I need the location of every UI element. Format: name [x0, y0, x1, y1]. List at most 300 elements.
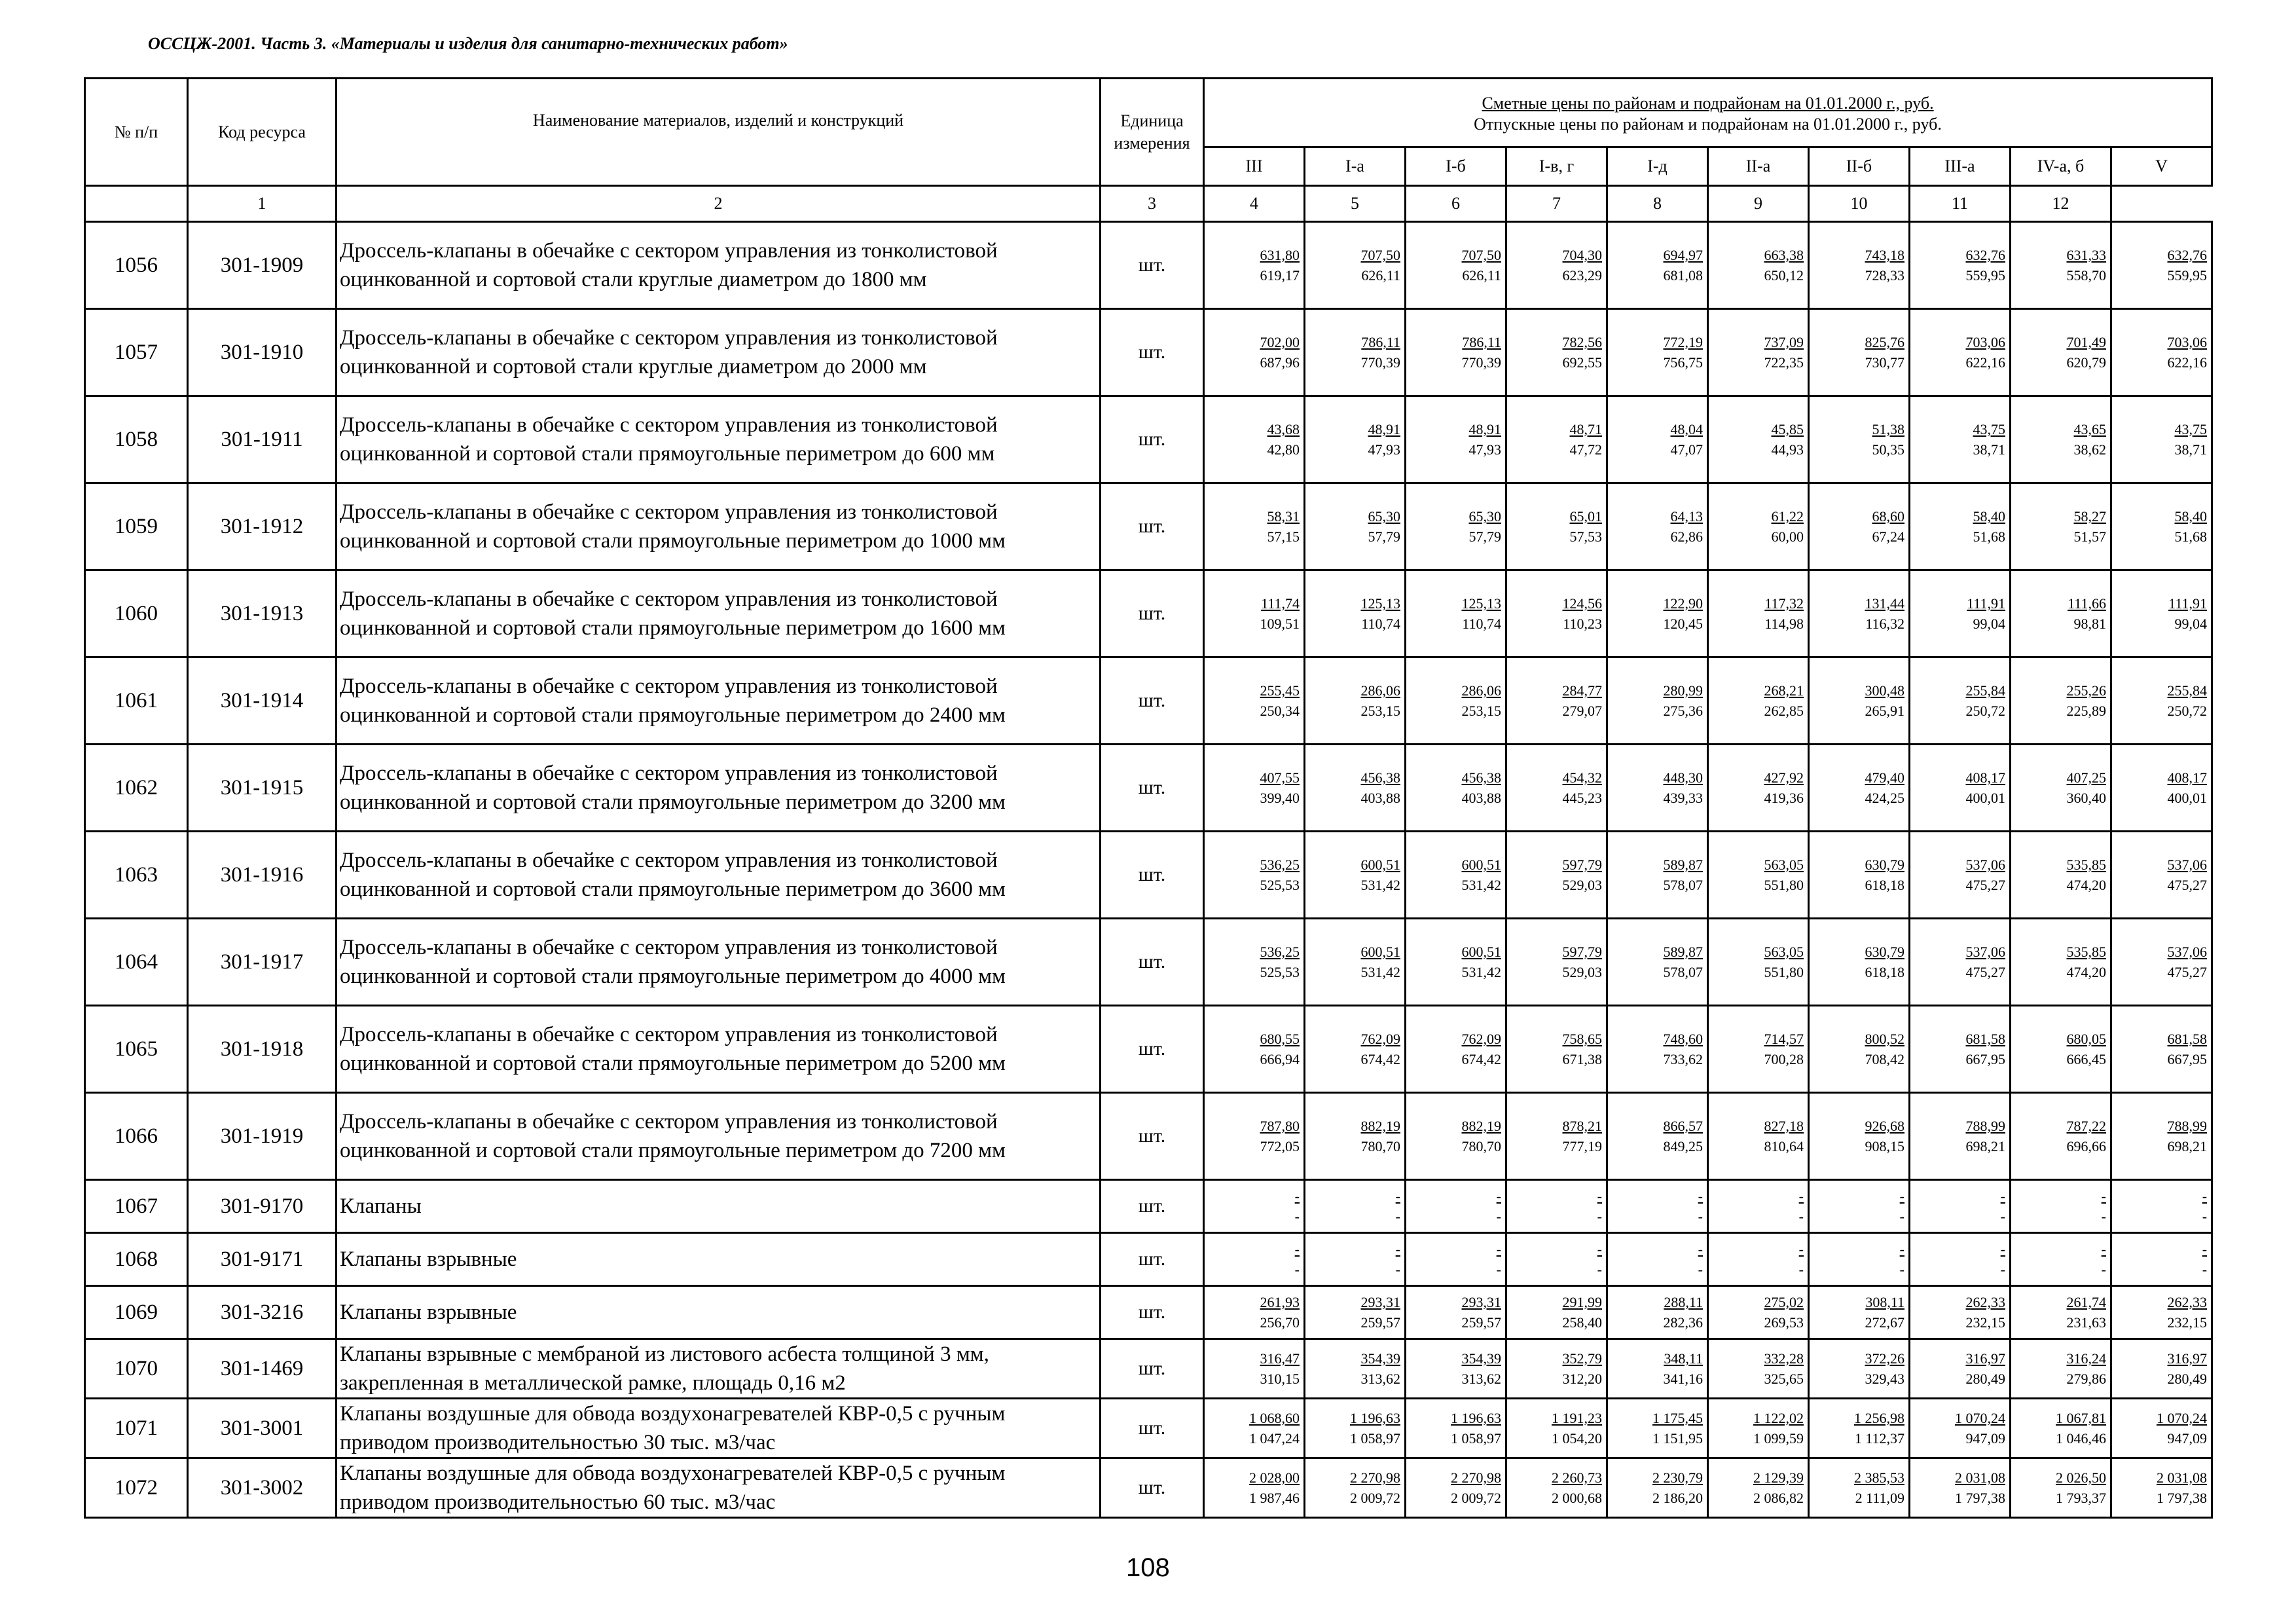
price-cell: [2111, 919, 2212, 1006]
item-name-line-2: оцинкованной и сортовой стали прямоугольные периметром до 5200 мм: [340, 1052, 1006, 1075]
price-cell: [1305, 483, 1406, 570]
price-cell: [1910, 832, 2011, 919]
price-cell: [2011, 657, 2111, 745]
release-price: 578,07: [1663, 877, 1703, 893]
release-price: 258,40: [1562, 1314, 1602, 1331]
item-name-line-1: Клапаны воздушные для обвода воздухонагревателей КВР-0,5 с ручным: [340, 1462, 1006, 1485]
header-column-number: 3: [1101, 186, 1204, 222]
price-cell: [1809, 919, 1910, 1006]
estimate-price: 1 070,24: [2157, 1410, 2208, 1426]
header-region: II-б: [1809, 147, 1910, 186]
price-cell: [1708, 832, 1809, 919]
estimate-price: -: [2000, 1241, 2005, 1257]
price-cell: [2111, 1006, 2212, 1093]
price-cell: [1305, 745, 1406, 832]
header-region: IV-a, б: [2011, 147, 2111, 186]
price-cell: [1607, 222, 1708, 309]
estimate-price: 882,19: [1461, 1118, 1501, 1134]
release-price: 1 151,95: [1652, 1430, 1703, 1447]
price-cell: [1406, 1286, 1506, 1339]
price-cell: [2011, 396, 2111, 483]
release-price: 531,42: [1461, 877, 1501, 893]
estimate-price: 800,52: [1865, 1031, 1904, 1047]
release-price: 1 099,59: [1753, 1430, 1804, 1447]
release-price: 1 987,46: [1249, 1490, 1300, 1506]
item-name-line-2: оцинкованной и сортовой стали прямоугольные периметром до 2400 мм: [340, 703, 1006, 727]
price-cell: [1809, 1286, 1910, 1339]
item-name-line-2: оцинкованной и сортовой стали прямоугольные периметром до 1000 мм: [340, 529, 1006, 553]
price-cell: [1809, 1233, 1910, 1286]
resource-code: 301-1911: [188, 396, 337, 483]
unit-of-measure: шт.: [1101, 1233, 1204, 1286]
estimate-price: -: [2101, 1188, 2106, 1204]
row-number: 1072: [85, 1458, 188, 1518]
resource-code: 301-1917: [188, 919, 337, 1006]
item-name-line-1: Дроссель-клапаны в обечайке с сектором управления из тонколистовой: [340, 762, 998, 785]
price-cell: [1204, 222, 1305, 309]
estimate-price: 707,50: [1360, 247, 1400, 263]
estimate-price: 131,44: [1865, 595, 1904, 612]
item-name-line-1: Клапаны воздушные для обвода воздухонагревателей КВР-0,5 с ручным: [340, 1402, 1006, 1426]
release-price: 38,62: [2073, 441, 2106, 458]
release-price: 666,94: [1260, 1051, 1300, 1067]
price-cell: [1305, 1286, 1406, 1339]
estimate-price: 589,87: [1663, 857, 1703, 873]
price-cell: [1406, 1458, 1506, 1518]
estimate-price: 600,51: [1360, 857, 1400, 873]
header-prices-top: Сметные цены по районам и подрайонам на 01.01.2000 г., руб.: [1482, 94, 1934, 113]
price-cell: [2011, 222, 2111, 309]
price-cell: [1506, 919, 1607, 1006]
release-price: 772,05: [1260, 1138, 1300, 1154]
price-cell: [1506, 309, 1607, 396]
estimate-price: -: [1798, 1188, 1804, 1204]
price-cell: [2011, 1006, 2111, 1093]
estimate-price: 600,51: [1461, 944, 1501, 960]
header-name: Наименование материалов, изделий и конструкций: [337, 79, 1101, 186]
release-price: 708,42: [1865, 1051, 1904, 1067]
estimate-price: 704,30: [1562, 247, 1602, 263]
price-cell: [1204, 1233, 1305, 1286]
price-cell: [1204, 570, 1305, 657]
estimate-price: 600,51: [1360, 944, 1400, 960]
resource-code: 301-1909: [188, 222, 337, 309]
unit-of-measure: шт.: [1101, 309, 1204, 396]
estimate-price: 125,13: [1461, 595, 1501, 612]
estimate-price: 762,09: [1360, 1031, 1400, 1047]
price-cell: [2011, 1399, 2111, 1458]
resource-code: 301-9171: [188, 1233, 337, 1286]
price-cell: [2111, 1093, 2212, 1180]
item-name-line-1: Дроссель-клапаны в обечайке с сектором управления из тонколистовой: [340, 849, 998, 872]
price-cell: [1708, 483, 1809, 570]
price-cell: [1708, 1093, 1809, 1180]
estimate-price: 61,22: [1771, 508, 1804, 525]
price-cell: [1607, 483, 1708, 570]
table-row: [85, 1006, 2212, 1093]
price-cell: [1506, 1399, 1607, 1458]
price-cell: [2111, 1180, 2212, 1233]
price-cell: [1305, 570, 1406, 657]
price-cell: [1204, 745, 1305, 832]
item-name: [337, 919, 1101, 1006]
release-price: 777,19: [1562, 1138, 1602, 1154]
item-name-line-2: закрепленная в металлической рамке, площадь 0,16 м2: [340, 1371, 846, 1395]
item-name: [337, 1233, 1101, 1286]
unit-of-measure: шт.: [1101, 1286, 1204, 1339]
item-name-line-1: Дроссель-клапаны в обечайке с сектором управления из тонколистовой: [340, 239, 998, 263]
price-cell: [1910, 1093, 2011, 1180]
price-cell: [1607, 745, 1708, 832]
table-row: [85, 919, 2212, 1006]
header-unit: Единица измерения: [1101, 79, 1204, 186]
release-price: 282,36: [1663, 1314, 1703, 1331]
release-price: -: [2101, 1261, 2106, 1278]
release-price: 403,88: [1461, 790, 1501, 806]
estimate-price: 43,65: [2073, 421, 2106, 437]
release-price: 259,57: [1461, 1314, 1501, 1331]
header-column-number: 1: [188, 186, 337, 222]
price-cell: [1607, 1458, 1708, 1518]
release-price: 698,21: [1965, 1138, 2005, 1154]
price-cell: [1708, 1458, 1809, 1518]
release-price: -: [1496, 1208, 1501, 1225]
release-price: 622,16: [2167, 354, 2208, 371]
estimate-price: 707,50: [1461, 247, 1501, 263]
table-row: [85, 745, 2212, 832]
resource-code: 301-1914: [188, 657, 337, 745]
estimate-price: 48,71: [1569, 421, 1602, 437]
price-cell: [1809, 657, 1910, 745]
unit-of-measure: шт.: [1101, 1093, 1204, 1180]
estimate-price: 600,51: [1461, 857, 1501, 873]
header-code: Код ресурса: [188, 79, 337, 186]
estimate-price: -: [2202, 1188, 2208, 1204]
item-name-line-1: Клапаны взрывные с мембраной из листового асбеста толщиной 3 мм,: [340, 1342, 989, 1366]
release-price: 475,27: [1965, 964, 2005, 980]
price-cell: [2011, 1180, 2111, 1233]
release-price: 57,15: [1267, 528, 1300, 545]
release-price: 272,67: [1865, 1314, 1904, 1331]
price-cell: [1204, 1458, 1305, 1518]
release-price: 730,77: [1865, 354, 1904, 371]
release-price: 98,81: [2073, 616, 2106, 632]
release-price: 47,72: [1569, 441, 1602, 458]
price-cell: [2111, 1286, 2212, 1339]
release-price: -: [2101, 1208, 2106, 1225]
estimate-price: 407,25: [2066, 769, 2106, 786]
release-price: 770,39: [1461, 354, 1501, 371]
price-cell: [1708, 919, 1809, 1006]
price-cell: [1809, 222, 1910, 309]
release-price: 1 058,97: [1350, 1430, 1400, 1447]
resource-code: 301-1913: [188, 570, 337, 657]
release-price: 312,20: [1562, 1371, 1602, 1387]
estimate-price: 300,48: [1865, 682, 1904, 699]
estimate-price: 537,06: [2167, 857, 2208, 873]
row-number: 1071: [85, 1399, 188, 1458]
estimate-price: -: [2202, 1241, 2208, 1257]
estimate-price: 261,93: [1260, 1294, 1300, 1310]
estimate-price: 58,40: [2174, 508, 2208, 525]
release-price: -: [2202, 1261, 2208, 1278]
release-price: 947,09: [1965, 1430, 2005, 1447]
item-name: [337, 1286, 1101, 1339]
estimate-price: 827,18: [1764, 1118, 1804, 1134]
release-price: 110,23: [1563, 616, 1602, 632]
header-region: III: [1204, 147, 1305, 186]
release-price: 559,95: [2167, 267, 2208, 284]
price-cell: [1204, 1180, 1305, 1233]
price-cell: [1607, 309, 1708, 396]
header-column-number: 12: [2011, 186, 2111, 222]
price-cell: [1910, 1180, 2011, 1233]
release-price: 47,93: [1468, 441, 1501, 458]
estimate-price: 64,13: [1670, 508, 1703, 525]
table-row: [85, 1093, 2212, 1180]
release-price: 57,79: [1368, 528, 1400, 545]
price-cell: [2011, 1458, 2111, 1518]
release-price: -: [1597, 1208, 1602, 1225]
estimate-price: -: [1698, 1241, 1703, 1257]
estimate-price: 43,75: [1973, 421, 2005, 437]
price-cell: [2111, 309, 2212, 396]
release-price: 439,33: [1663, 790, 1703, 806]
price-cell: [1204, 1093, 1305, 1180]
estimate-price: 2 026,50: [2056, 1469, 2106, 1486]
price-cell: [1809, 1006, 1910, 1093]
estimate-price: -: [1294, 1241, 1300, 1257]
price-cell: [1406, 483, 1506, 570]
price-cell: [1809, 483, 1910, 570]
price-cell: [1910, 396, 2011, 483]
estimate-price: 2 129,39: [1753, 1469, 1804, 1486]
estimate-price: 352,79: [1562, 1350, 1602, 1367]
estimate-price: 448,30: [1663, 769, 1703, 786]
item-name-line-2: приводом производительностью 30 тыс. м3/час: [340, 1431, 776, 1454]
price-cell: [1305, 919, 1406, 1006]
header-region: I-в, г: [1506, 147, 1607, 186]
unit-of-measure: шт.: [1101, 570, 1204, 657]
item-name-line-2: оцинкованной и сортовой стали прямоугольные периметром до 3600 мм: [340, 877, 1006, 901]
price-cell: [2111, 832, 2212, 919]
header-column-number: 5: [1305, 186, 1406, 222]
estimate-price: 48,91: [1468, 421, 1501, 437]
price-cell: [1910, 1286, 2011, 1339]
estimate-price: 630,79: [1865, 857, 1904, 873]
estimate-price: 308,11: [1865, 1294, 1904, 1310]
release-price: 51,57: [2073, 528, 2106, 545]
release-price: 622,16: [1965, 354, 2005, 371]
release-price: 424,25: [1865, 790, 1904, 806]
release-price: 253,15: [1360, 703, 1400, 719]
price-cell: [1204, 483, 1305, 570]
item-name-line-1: Клапаны взрывные: [340, 1247, 517, 1271]
estimate-price: 681,58: [1965, 1031, 2005, 1047]
release-price: -: [1496, 1261, 1501, 1278]
estimate-price: 2 260,73: [1552, 1469, 1602, 1486]
release-price: 650,12: [1764, 267, 1804, 284]
release-price: 2 086,82: [1753, 1490, 1804, 1506]
price-cell: [1910, 483, 2011, 570]
estimate-price: 122,90: [1663, 595, 1703, 612]
header-column-number: 7: [1506, 186, 1607, 222]
price-cell: [1607, 832, 1708, 919]
table-row: [85, 1286, 2212, 1339]
release-price: 109,51: [1260, 616, 1300, 632]
price-cell: [1506, 483, 1607, 570]
release-price: -: [1798, 1261, 1804, 1278]
release-price: 475,27: [2167, 877, 2208, 893]
item-name-line-2: оцинкованной и сортовой стали прямоугольные периметром до 4000 мм: [340, 965, 1006, 988]
estimate-price: 680,05: [2066, 1031, 2106, 1047]
resource-code: 301-1916: [188, 832, 337, 919]
release-price: 578,07: [1663, 964, 1703, 980]
table-row: [85, 483, 2212, 570]
table-row: [85, 1233, 2212, 1286]
row-number: 1064: [85, 919, 188, 1006]
estimate-price: 786,11: [1361, 334, 1400, 350]
price-cell: [2011, 832, 2111, 919]
release-price: 667,95: [2167, 1051, 2208, 1067]
estimate-price: 762,09: [1461, 1031, 1501, 1047]
price-cell: [1204, 1399, 1305, 1458]
release-price: 114,98: [1764, 616, 1804, 632]
header-column-number: 11: [1910, 186, 2011, 222]
estimate-price: 284,77: [1562, 682, 1602, 699]
item-name: [337, 222, 1101, 309]
estimate-price: 866,57: [1663, 1118, 1703, 1134]
unit-of-measure: шт.: [1101, 483, 1204, 570]
release-price: 770,39: [1360, 354, 1400, 371]
estimate-price: 286,06: [1360, 682, 1400, 699]
price-cell: [1607, 396, 1708, 483]
release-price: 120,45: [1663, 616, 1703, 632]
release-price: 67,24: [1872, 528, 1904, 545]
estimate-price: 563,05: [1764, 944, 1804, 960]
estimate-price: 702,00: [1260, 334, 1300, 350]
estimate-price: 758,65: [1562, 1031, 1602, 1047]
estimate-price: -: [2000, 1188, 2005, 1204]
price-cell: [1910, 570, 2011, 657]
price-cell: [1607, 570, 1708, 657]
release-price: 558,70: [2066, 267, 2106, 284]
estimate-price: 1 067,81: [2056, 1410, 2106, 1426]
estimate-price: 2 028,00: [1249, 1469, 1300, 1486]
price-cell: [1506, 396, 1607, 483]
estimate-price: 354,39: [1461, 1350, 1501, 1367]
price-cell: [1204, 1339, 1305, 1399]
estimate-price: 408,17: [1965, 769, 2005, 786]
resource-code: 301-1912: [188, 483, 337, 570]
price-cell: [1910, 657, 2011, 745]
price-cell: [1406, 1180, 1506, 1233]
release-price: 62,86: [1670, 528, 1703, 545]
price-cell: [1910, 919, 2011, 1006]
estimate-price: 427,92: [1764, 769, 1804, 786]
estimate-price: 788,99: [2167, 1118, 2208, 1134]
estimate-price: 316,97: [2167, 1350, 2208, 1367]
price-cell: [2111, 483, 2212, 570]
estimate-price: 597,79: [1562, 944, 1602, 960]
estimate-price: 926,68: [1865, 1118, 1904, 1134]
release-price: 2 111,09: [1855, 1490, 1904, 1506]
price-cell: [1607, 1339, 1708, 1399]
unit-of-measure: шт.: [1101, 1458, 1204, 1518]
estimate-price: 535,85: [2066, 857, 2106, 873]
item-name: [337, 1180, 1101, 1233]
estimate-price: 703,06: [1965, 334, 2005, 350]
header-column-number: 6: [1406, 186, 1506, 222]
release-price: -: [1395, 1261, 1400, 1278]
estimate-price: 293,31: [1461, 1294, 1501, 1310]
estimate-price: 48,04: [1670, 421, 1703, 437]
release-price: 250,34: [1260, 703, 1300, 719]
table-row: [85, 396, 2212, 483]
table-row: [85, 570, 2212, 657]
unit-of-measure: шт.: [1101, 222, 1204, 309]
page-number: 108: [1126, 1553, 1170, 1582]
release-price: 626,11: [1462, 267, 1501, 284]
item-name-line-1: Дроссель-клапаны в обечайке с сектором управления из тонколистовой: [340, 1023, 998, 1046]
row-number: 1070: [85, 1339, 188, 1399]
price-cell: [2111, 1233, 2212, 1286]
release-price: 280,49: [1965, 1371, 2005, 1387]
unit-of-measure: шт.: [1101, 1180, 1204, 1233]
release-price: 700,28: [1764, 1051, 1804, 1067]
release-price: 474,20: [2066, 964, 2106, 980]
price-cell: [1406, 745, 1506, 832]
header-column-number: 8: [1607, 186, 1708, 222]
release-price: 279,86: [2066, 1371, 2106, 1387]
estimate-price: 2 230,79: [1652, 1469, 1703, 1486]
estimate-price: 255,45: [1260, 682, 1300, 699]
estimate-price: 288,11: [1664, 1294, 1703, 1310]
estimate-price: 1 175,45: [1652, 1410, 1703, 1426]
table-row: [85, 222, 2212, 309]
header-column-number-empty: [85, 186, 188, 222]
release-price: 623,29: [1562, 267, 1602, 284]
release-price: 1 793,37: [2056, 1490, 2106, 1506]
estimate-price: 261,74: [2066, 1294, 2106, 1310]
release-price: 51,68: [2174, 528, 2208, 545]
release-price: 529,03: [1562, 877, 1602, 893]
price-cell: [1506, 1286, 1607, 1339]
estimate-price: -: [1395, 1188, 1400, 1204]
price-table: [84, 77, 2213, 1519]
row-number: 1057: [85, 309, 188, 396]
item-name-line-1: Дроссель-клапаны в обечайке с сектором управления из тонколистовой: [340, 936, 998, 959]
price-cell: [1809, 1339, 1910, 1399]
release-price: 619,17: [1260, 267, 1300, 284]
release-price: 253,15: [1461, 703, 1501, 719]
price-cell: [1809, 1399, 1910, 1458]
estimate-price: 43,68: [1267, 421, 1300, 437]
estimate-price: 316,97: [1965, 1350, 2005, 1367]
price-cell: [1809, 745, 1910, 832]
item-name-line-2: приводом производительностью 60 тыс. м3/час: [340, 1490, 776, 1514]
item-name-line-1: Дроссель-клапаны в обечайке с сектором управления из тонколистовой: [340, 500, 998, 524]
estimate-price: 631,33: [2066, 247, 2106, 263]
estimate-price: 1 068,60: [1249, 1410, 1300, 1426]
table-row: [85, 657, 2212, 745]
estimate-price: 680,55: [1260, 1031, 1300, 1047]
price-cell: [1506, 1458, 1607, 1518]
resource-code: 301-3002: [188, 1458, 337, 1518]
item-name: [337, 1458, 1101, 1518]
release-price: 696,66: [2066, 1138, 2106, 1154]
estimate-price: 787,22: [2066, 1118, 2106, 1134]
